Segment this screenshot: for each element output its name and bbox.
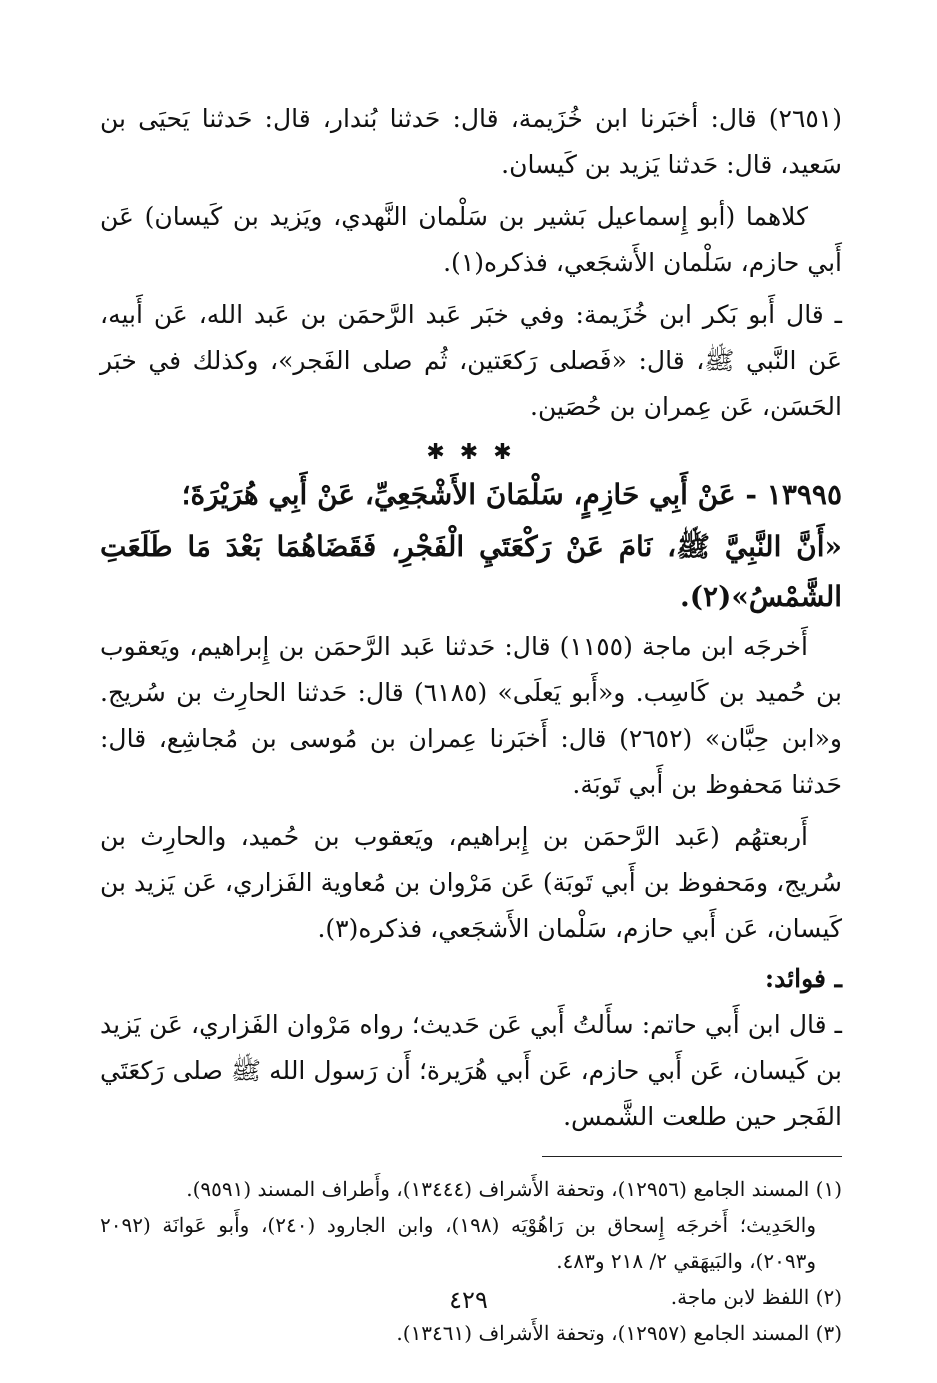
paragraph-takhrij: أَخرجَه ابن ماجة (١١٥٥) قال: حَدثنا عَبد الرَّحمَن بن إِبراهيم، ويَعقوب بن حُميد بن كَاسِب. و«أَبو يَعلَى» (٦١٨٥) قال: حَدثنا الحارِث بن سُريج. و«ابن حِبَّان» (٢٦٥٢) قال: أَخبَرنا عِمران بن مُوسى بن مُجاشِع، قال: حَدثنا مَحفوظ بن أَبي تَوبَة. <box>100 632 843 799</box>
footnote-3: (٣) المسند الجامع (١٢٩٥٧)، وتحفة الأَشراف (١٣٤٦١). <box>396 1321 842 1345</box>
footnote-divider <box>542 1156 842 1157</box>
paragraph-both-narrators: كلاهما (أبو إِسماعيل بَشير بن سَلْمان النَّهدي، ويَزيد بن كَيسان) عَن أَبي حازم، سَلْمان الأَشجَعي، فذكره(١). <box>100 202 842 277</box>
footnote-2: (٢) اللفظ لابن ماجة. <box>670 1285 842 1309</box>
page-number: ٤٢٩ <box>449 1286 488 1314</box>
footnote-1: (١) المسند الجامع (١٢٩٥٦)، وتحفة الأَشراف (١٣٤٤٤)، وأَطراف المسند (٩٥٩١). <box>186 1177 842 1201</box>
hadith-heading-line1: ١٣٩٩٥ - عَنْ أَبِي حَازِمٍ، سَلْمَانَ الأَشْجَعِيِّ، عَنْ أَبِي هُرَيْرَةَ؛ <box>181 478 842 511</box>
page-body <box>100 96 842 1351</box>
paragraph-ibn-khuzayma-chain: (٢٦٥١) قال: أخبَرنا ابن خُزَيمة، قال: حَدثنا بُندار، قال: حَدثنا يَحيَى بن سَعيد، قال: حَدثنا يَزيد بن كَيسان. <box>100 104 842 179</box>
paragraph-abu-bakr-note: ـ قال أَبو بَكر ابن خُزَيمة: وفي خبَر عَبد الرَّحمَن بن عَبد الله، عَن أَبيه، عَن النَّبي ﷺ، قال: «فَصلى رَكعَتين، ثُم صلى الفَجر»، وكذلك في خبَر الحَسَن، عَن عِمران بن حُصَين. <box>100 300 843 421</box>
footnote-1-continuation: والحَدِيث؛ أَخرجَه إِسحاق بن رَاهُوْيَه (١٩٨)، وابن الجارود (٢٤٠)، وأَبو عَوانَة (٢٠٩٢ و٢٠٩٣)، والبَيهَقي ٢/ ٢١٨ و٤٨٣. <box>100 1213 816 1273</box>
section-separator-stars: ✱ ✱ ✱ <box>426 440 516 465</box>
hadith-text-line2: «أَنَّ النَّبِيَّ ﷺ، نَامَ عَنْ رَكْعَتَيِ الْفَجْرِ، فَقَضَاهُمَا بَعْدَ مَا طَلَعَتِ الشَّمْسُ»(٢). <box>100 530 842 613</box>
benefits-heading: ـ فوائد: <box>764 964 842 993</box>
paragraph-ibn-abi-hatim: ـ قال ابن أَبي حاتم: سأَلتُ أَبي عَن حَديث؛ رواه مَرْوان الفَزاري، عَن يَزيد بن كَيسان، عَن أَبي حازم، عَن أَبي هُرَيرة؛ أَن رَسول الله ﷺ صلى رَكعَتَي الفَجر حين طلعت الشَّمس. <box>100 1010 842 1131</box>
paragraph-four-narrators: أَربعتهُم (عَبد الرَّحمَن بن إِبراهيم، ويَعقوب بن حُميد، والحارِث بن سُريج، ومَحفوظ بن أَبي تَوبَة) عَن مَرْوان بن مُعاوية الفَزاري، عَن يَزيد بن كَيسان، عَن أَبي حازم، سَلْمان الأَشجَعي، فذكره(٣). <box>100 822 842 943</box>
